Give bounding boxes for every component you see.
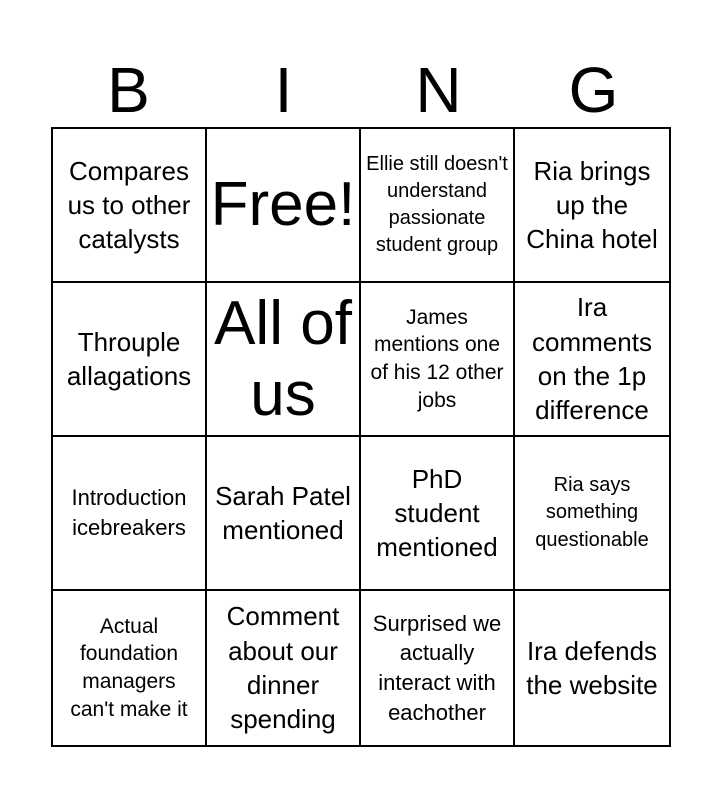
header-letter-b: B: [107, 54, 150, 126]
cell-label: Throuple allagations: [66, 326, 192, 391]
header-letter-n: N: [415, 54, 462, 126]
header-letter-g: G: [568, 54, 619, 126]
bingo-cell-r3c3[interactable]: [361, 437, 515, 591]
cell-label: Surprised we actually interact with eachother: [372, 610, 502, 725]
cell-label: Actual foundation managers can't make it: [70, 614, 188, 721]
cell-label: PhD student mentioned: [376, 463, 498, 563]
cell-label: Comment about our dinner spending: [226, 601, 340, 735]
bingo-cell-r4c2[interactable]: [207, 591, 361, 745]
cell-label: Introduction icebreakers: [71, 485, 187, 540]
bingo-cell-r2c4[interactable]: [515, 283, 669, 437]
cell-label: James mentions one of his 12 other jobs: [370, 305, 504, 412]
header-letter-i: I: [274, 54, 293, 126]
bingo-cell-r3c1[interactable]: [53, 437, 207, 591]
bingo-cell-r2c1[interactable]: [53, 283, 207, 437]
bingo-cell-r4c3[interactable]: [361, 591, 515, 745]
bingo-cell-r1c3[interactable]: [361, 129, 515, 283]
cell-label: Ria says something questionable: [535, 474, 649, 551]
cell-label: Ria brings up the China hotel: [526, 155, 658, 255]
bingo-cell-r4c1[interactable]: [53, 591, 207, 745]
bingo-board: [51, 127, 671, 747]
bingo-cell-r4c4[interactable]: [515, 591, 669, 745]
bingo-cell-r2c2[interactable]: [207, 283, 361, 437]
bingo-cell-r1c4[interactable]: [515, 129, 669, 283]
free-space-label: Free!: [210, 170, 356, 240]
bingo-cell-r1c1[interactable]: [53, 129, 207, 283]
bingo-cell-r2c3[interactable]: [361, 283, 515, 437]
cell-label: Ellie still doesn't understand passionate student group: [366, 152, 508, 257]
cell-label: Compares us to other catalysts: [67, 155, 191, 255]
cell-label: Ira comments on the 1p difference: [532, 292, 652, 426]
cell-label: Ira defends the website: [526, 635, 658, 700]
cell-label: All of us: [214, 288, 352, 429]
bingo-cell-r3c4[interactable]: [515, 437, 669, 591]
cell-label: Sarah Patel mentioned: [215, 480, 351, 545]
bingo-cell-r1c2[interactable]: [207, 129, 361, 283]
bingo-cell-r3c2[interactable]: [207, 437, 361, 591]
bingo-header: [51, 52, 671, 128]
